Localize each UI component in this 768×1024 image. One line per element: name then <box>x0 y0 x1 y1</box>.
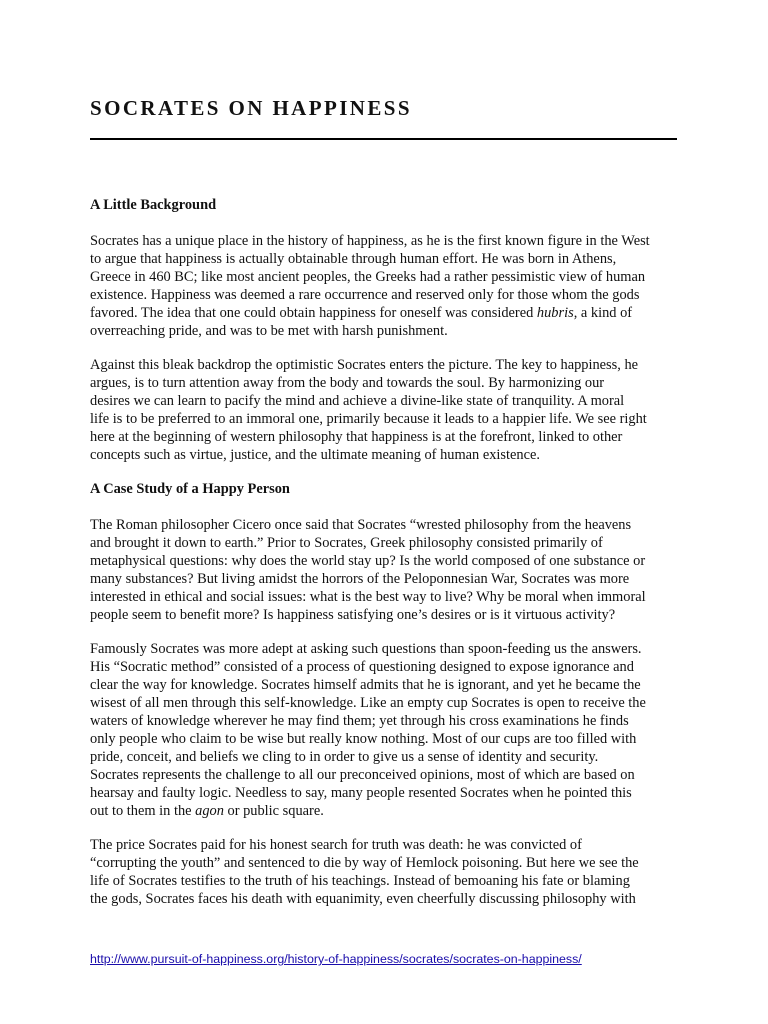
text-line <box>90 712 677 730</box>
text-segment: pride, conceit, and beliefs we cling to in order to give us a sense of identity and security. <box>90 749 599 765</box>
text-line <box>90 286 677 304</box>
text-line <box>90 534 677 552</box>
text-line <box>90 694 677 712</box>
text-line <box>90 410 677 428</box>
section-heading: A Case Study of a Happy Person <box>90 481 290 497</box>
text-line <box>90 748 677 766</box>
text-segment: , a kind of <box>573 305 633 321</box>
text-line <box>90 570 677 588</box>
section-heading: A Little Background <box>90 197 217 213</box>
text-line <box>90 392 677 410</box>
text-line <box>90 250 677 268</box>
italic-term: agon <box>195 803 224 819</box>
text-segment: Socrates represents the challenge to all our preconceived opinions, most of which are based on <box>90 767 635 783</box>
text-segment: “corrupting the youth” and sentenced to die by way of Hemlock poisoning. But here we see the <box>90 855 639 871</box>
text-segment: favored. The idea that one could obtain happiness for oneself was considered <box>90 305 537 321</box>
paragraph <box>90 836 677 908</box>
text-line <box>90 890 677 908</box>
text-segment: Socrates has a unique place in the history of happiness, as he is the first known figure in the West <box>90 233 650 249</box>
text-line <box>90 552 677 570</box>
text-line <box>90 232 677 250</box>
text-segment: life is to be preferred to an immoral one, primarily because it leads to a happier life. We see right <box>90 411 647 427</box>
text-segment: out to them in the <box>90 803 196 819</box>
text-segment: interested in ethical and social issues: what is the best way to live? Why be moral when immoral <box>90 589 646 605</box>
text-segment: existence. Happiness was deemed a rare occurrence and reserved only for those whom the gods <box>90 287 640 303</box>
italic-term: hubris <box>536 305 574 321</box>
text-line <box>90 322 677 340</box>
text-segment: clear the way for knowledge. Socrates himself admits that he is ignorant, and yet he became the <box>90 677 641 693</box>
text-line <box>90 766 677 784</box>
text-line <box>90 374 677 392</box>
text-line <box>90 658 677 676</box>
text-segment: The Roman philosopher Cicero once said that Socrates “wrested philosophy from the heavens <box>90 517 632 533</box>
text-segment: Against this bleak backdrop the optimistic Socrates enters the picture. The key to happiness, he <box>90 357 639 373</box>
text-segment: Greece in 460 BC; like most ancient peoples, the Greeks had a rather pessimistic view of human <box>90 269 646 285</box>
text-segment: only people who claim to be wise but really know nothing. Most of our cups are too filled with <box>90 731 637 747</box>
text-line <box>90 428 677 446</box>
text-segment: The price Socrates paid for his honest search for truth was death: he was convicted of <box>90 837 582 853</box>
text-segment: Famously Socrates was more adept at asking such questions than spoon-feeding us the answers. <box>90 641 642 657</box>
text-line <box>90 836 677 854</box>
title-divider <box>90 138 677 140</box>
text-segment: His “Socratic method” consisted of a process of questioning designed to expose ignorance and <box>90 659 634 675</box>
text-line <box>90 730 677 748</box>
text-segment: metaphysical questions: why does the world stay up? Is the world composed of one substance or <box>90 553 646 569</box>
text-line <box>90 872 677 890</box>
text-line <box>90 446 677 464</box>
text-segment: life of Socrates testifies to the truth of his teachings. Instead of bemoaning his fate or blaming <box>90 873 630 889</box>
text-segment: overreaching pride, and was to be met with harsh punishment. <box>90 323 448 339</box>
text-segment: the gods, Socrates faces his death with equanimity, even cheerfully discussing philosophy with <box>90 891 636 907</box>
text-segment: argues, is to turn attention away from the body and towards the soul. By harmonizing our <box>90 375 605 391</box>
text-line <box>90 784 677 802</box>
text-segment: desires we can learn to pacify the mind and achieve a divine-like state of tranquility. A moral <box>90 393 625 409</box>
page-title: SOCRATES ON HAPPINESS <box>90 96 412 120</box>
text-segment: concepts such as virtue, justice, and the ultimate meaning of human existence. <box>90 447 540 463</box>
text-segment: or public square. <box>223 803 324 819</box>
text-line <box>90 640 677 658</box>
article-body <box>90 196 677 924</box>
text-segment: here at the beginning of western philosophy that happiness is at the forefront, linked to other <box>90 429 623 445</box>
text-segment: waters of knowledge wherever he may find them; yet through his cross examinations he finds <box>90 713 629 729</box>
paragraph <box>90 232 677 340</box>
text-segment: and brought it down to earth.” Prior to Socrates, Greek philosophy consisted primarily of <box>90 535 603 551</box>
paragraph <box>90 356 677 464</box>
text-segment: hearsay and faulty logic. Needless to say, many people resented Socrates when he pointed this <box>90 785 632 801</box>
text-segment: to argue that happiness is actually obtainable through human effort. He was born in Athens, <box>90 251 617 267</box>
text-line <box>90 854 677 872</box>
paragraph <box>90 640 677 820</box>
text-line <box>90 268 677 286</box>
text-line <box>90 676 677 694</box>
text-segment: people seem to benefit more? Is happiness satisfying one’s desires or is it virtuous activity? <box>90 607 616 623</box>
text-segment: wisest of all men through this self-knowledge. Like an empty cup Socrates is open to receive the <box>90 695 646 711</box>
text-line <box>90 606 677 624</box>
source-url-link[interactable]: http://www.pursuit-of-happiness.org/history-of-happiness/socrates/socrates-on-happiness/ <box>90 952 582 966</box>
text-line <box>90 304 677 322</box>
text-line <box>90 588 677 606</box>
paragraph <box>90 516 677 624</box>
text-segment: many substances? But living amidst the horrors of the Peloponnesian War, Socrates was more <box>90 571 630 587</box>
text-line <box>90 356 677 374</box>
text-line <box>90 516 677 534</box>
text-line <box>90 802 677 820</box>
